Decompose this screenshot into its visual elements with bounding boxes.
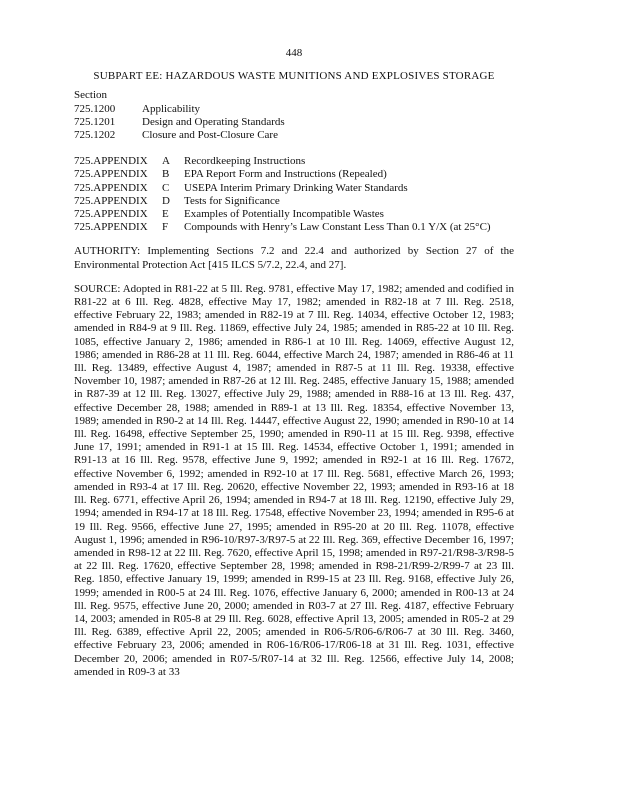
section-row [74, 129, 514, 142]
appendix-row [74, 155, 514, 168]
section-title: Design and Operating Standards [142, 115, 285, 128]
appendix-title: Examples of Potentially Incompatible Wastes [184, 208, 384, 221]
subpart-title: SUBPART EE: HAZARDOUS WASTE MUNITIONS AND EXPLOSIVES STORAGE [93, 70, 495, 83]
appendix-number: 725.APPENDIX [74, 181, 148, 194]
appendix-letter: D [162, 194, 170, 207]
appendix-number: 725.APPENDIX [74, 221, 148, 234]
section-title: Applicability [142, 102, 201, 115]
appendix-row [74, 195, 514, 208]
page-number: 448 [285, 47, 303, 59]
appendix-title: Tests for Significance [184, 194, 280, 207]
appendix-letter: B [162, 168, 170, 181]
appendix-number: 725.APPENDIX [74, 208, 148, 221]
section-label: Section [74, 89, 107, 102]
section-number: 725.1202 [74, 129, 116, 142]
appendix-letter: F [162, 221, 169, 234]
section-row [74, 116, 514, 129]
appendix-number: 725.APPENDIX [74, 155, 148, 168]
appendix-letter: A [162, 155, 170, 168]
appendix-number: 725.APPENDIX [74, 168, 148, 181]
appendix-row [74, 168, 514, 181]
appendix-letter: E [162, 208, 169, 221]
appendix-title: EPA Report Form and Instructions (Repealed) [184, 168, 387, 181]
appendix-row [74, 208, 514, 221]
section-list [74, 103, 514, 143]
appendix-row [74, 221, 514, 234]
appendix-letter: C [162, 181, 170, 194]
document-page [74, 47, 514, 690]
appendix-number: 725.APPENDIX [74, 194, 148, 207]
appendix-title: Recordkeeping Instructions [184, 155, 306, 168]
appendix-title: Compounds with Henry’s Law Constant Less Than 0.1 Y/X (at 25°C) [184, 221, 491, 234]
section-title: Closure and Post-Closure Care [142, 129, 278, 142]
section-row [74, 103, 514, 116]
appendix-title: USEPA Interim Primary Drinking Water Standards [184, 181, 408, 194]
appendix-row [74, 182, 514, 195]
section-number: 725.1201 [74, 115, 116, 128]
authority-paragraph: AUTHORITY: Implementing Sections 7.2 and 22.4 and authorized by Section 27 of the Environmental Protection Act [415 ILCS 5/7.2, 22.4, and 27]. [74, 245, 514, 271]
section-number: 725.1200 [74, 102, 116, 115]
source-paragraph: SOURCE: Adopted in R81-22 at 5 Ill. Reg. 9781, effective May 17, 1982; amended and codified in R81-22 at 6 Ill. Reg. 4828, effective May 17, 1982; amended in R82-18 at 7 Ill. Reg. 2518, effective February 22, 1983; amended in R82-19 at 7 Ill. Reg. 14034, effective October 12, 1983; amended in R84-9 at 9 Ill. Reg. 11869, effective July 24, 1985; amended in R85-22 at 10 Ill. Reg. 1085, effective January 2, 1986; amended in R86-1 at 10 Ill. Reg. 14069, effective August 12, 1986; amended in R86-28 at 11 Ill. Reg. 6044, effective March 24, 1987; amended in R86-46 at 11 Ill. Reg. 13489, effective August 4, 1987; amended in R87-5 at 11 Ill. Reg. 19338, effective November 10, 1987; amended in R87-26 at 12 Ill. Reg. 2485, effective January 15, 1988; amended in R87-39 at 12 Ill. Reg. 13027, effective July 29, 1988; amended in R88-16 at 13 Ill. Reg. 437, effective December 28, 1988; amended in R89-1 at 13 Ill. Reg. 18354, effective November 13, 1989; amended in R90-2 at 14 Ill. Reg. 14447, effective August 22, 1990; amended in R90-10 at 14 Ill. Reg. 16498, effective September 25, 1990; amended in R90-11 at 15 Ill. Reg. 9398, effective June 17, 1991; amended in R91-1 at 15 Ill. Reg. 14534, effective October 1, 1991; amended in R91-13 at 16 Ill. Reg. 9578, effective June 9, 1992; amended in R92-1 at 16 Ill. Reg. 17672, effective November 6, 1992; amended in R92-10 at 17 Ill. Reg. 5681, effective March 26, 1993; amended in R93-4 at 17 Ill. Reg. 20620, effective November 22, 1993; amended in R93-16 at 18 Ill. Reg. 6771, effective April 26, 1994; amended in R94-7 at 18 Ill. Reg. 12190, effective July 29, 1994; amended in R94-17 at 18 Ill. Reg. 17548, effective November 23, 1994; amended in R95-6 at 19 Ill. Reg. 9566, effective June 27, 1995; amended in R95-20 at 20 Ill. Reg. 11078, effective August 1, 1996; amended in R96-10/R97-3/R97-5 at 22 Ill. Reg. 369, effective December 16, 1997; amended in R98-12 at 22 Ill. Reg. 7620, effective April 15, 1998; amended in R97-21/R98-3/R98-5 at 22 Ill. Reg. 17620, effective September 28, 1998; amended in R98-21/R99-2/R99-7 at 23 Ill. Reg. 1850, effective January 19, 1999; amended in R99-15 at 23 Ill. Reg. 9168, effective July 26, 1999; amended in R00-5 at 24 Ill. Reg. 1076, effective January 6, 2000; amended in R00-13 at 24 Ill. Reg. 9575, effective June 20, 2000; amended in R03-7 at 27 Ill. Reg. 4187, effective February 14, 2003; amended in R05-8 at 29 Ill. Reg. 6028, effective April 13, 2005; amended in R05-2 at 29 Ill. Reg. 6389, effective April 22, 2005; amended in R06-5/R06-6/R06-7 at 30 Ill. Reg. 3460, effective February 23, 2006; amended in R06-16/R06-17/R06-18 at 31 Ill. Reg. 1031, effective December 20, 2006; amended in R07-5/R07-14 at 32 Ill. Reg. 12566, effective July 14, 2008; amended in R09-3 at 33 [74, 282, 514, 678]
appendix-list [74, 155, 514, 234]
